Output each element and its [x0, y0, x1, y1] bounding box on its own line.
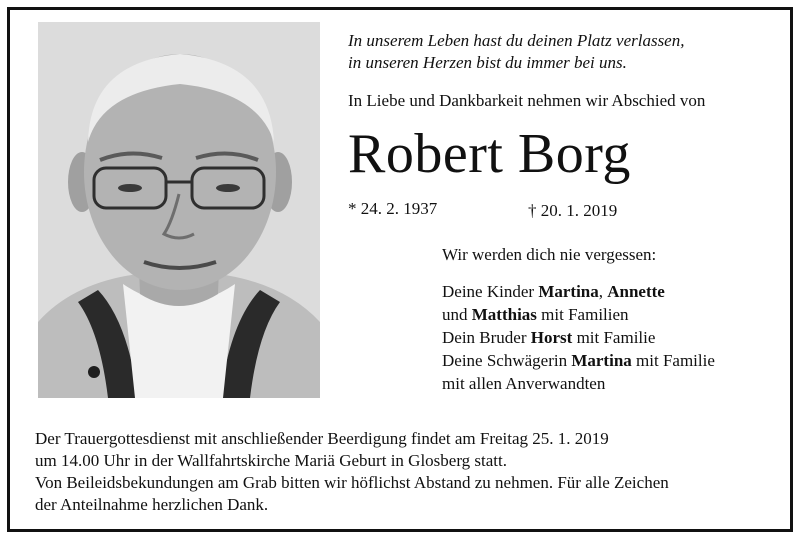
motto-line: in unseren Herzen bist du immer bei uns.	[348, 53, 627, 72]
mourner-name: Matthias	[471, 305, 537, 324]
portrait-photo	[38, 22, 320, 398]
mourner-name: Annette	[607, 282, 665, 301]
mourner-text: Deine Kinder	[442, 282, 539, 301]
mourners-list	[442, 280, 800, 395]
obituary-frame	[7, 7, 793, 532]
mourner-text: mit Familie	[572, 328, 656, 347]
mourner-line	[442, 349, 800, 372]
mourner-text: ,	[598, 282, 608, 301]
notice-line: der Anteilnahme herzlichen Dank.	[35, 495, 269, 514]
farewell-intro: In Liebe und Dankbarkeit nehmen wir Abschied von	[348, 91, 706, 110]
notice-line: Der Trauergottesdienst mit anschließender Beerdigung findet am Freitag 25. 1. 2019	[35, 429, 609, 448]
motto	[348, 30, 768, 74]
mourner-line: mit allen Anverwandten	[442, 374, 606, 393]
mourner-text: Dein Bruder	[442, 328, 531, 347]
mourner-text: mit Familien	[536, 305, 629, 324]
notice-line: um 14.00 Uhr in der Wallfahrtskirche Mariä Geburt in Glosberg statt.	[35, 451, 508, 470]
mourner-text: und	[442, 305, 472, 324]
deceased-name: Robert Borg	[348, 123, 631, 185]
notice-line: Von Beileidsbekundungen am Grab bitten wir höflichst Abstand zu nehmen. Für alle Zeichen	[35, 473, 669, 492]
mourner-text: mit Familie	[631, 351, 715, 370]
mourner-name: Martina	[571, 351, 632, 370]
mourner-text: Deine Schwägerin	[442, 351, 572, 370]
death-date: † 20. 1. 2019	[528, 201, 618, 220]
birth-date: * 24. 2. 1937	[348, 199, 438, 218]
mourner-name: Martina	[538, 282, 599, 301]
remembrance-line: Wir werden dich nie vergessen:	[442, 245, 657, 264]
mourner-name: Horst	[530, 328, 573, 347]
funeral-notice	[35, 428, 785, 516]
mourner-line	[442, 280, 800, 303]
mourner-line	[442, 326, 800, 349]
mourner-line	[442, 303, 800, 326]
motto-line: In unserem Leben hast du deinen Platz verlassen,	[348, 31, 685, 50]
